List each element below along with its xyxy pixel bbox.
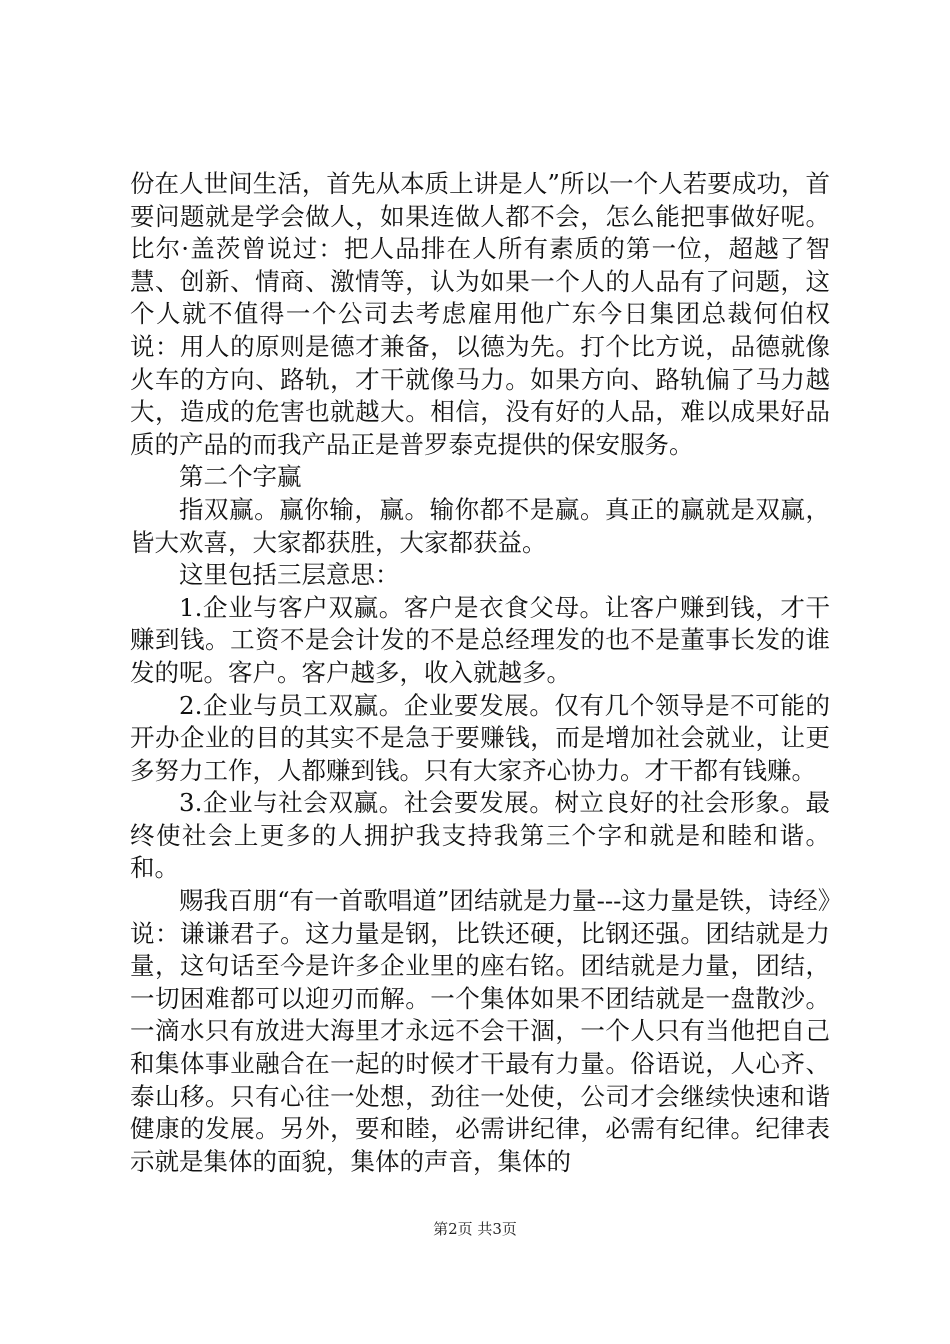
section-heading-second-character: 第二个字赢 (179, 462, 302, 492)
paragraph-three-meanings: 这里包括三层意思： (179, 560, 400, 590)
paragraph-unity: 赐我百朋“有一首歌唱道”团结就是力量---这力量是铁，诗经》说：谦谦君子。这力量是钢，比铁还硬，比钢还强。团结就是力量，这句话至今是许多企业里的座右铭。团结就是力量，团结，一切困难都可以迎刃而解。一个集体如果不团结就是一盘散沙。一滴水只有放进大海里才永远不会干涸，一个人只有当他把自己和集体事业融合在一起的时候才干最有力量。俗语说，人心齐、泰山移。只有心往一处想，劲往一处使，公司才会继续快速和谐健康的发展。另外，要和睦，必需讲纪律，必需有纪律。纪律表示就是集体的面貌，集体的声音，集体的 (130, 886, 830, 1176)
paragraph-win-win: 指双赢。赢你输，赢。输你都不是赢。真正的赢就是双赢，皆大欢喜，大家都获胜，大家都获益。 (130, 494, 830, 557)
list-item-society: 3.企业与社会双赢。社会要发展。树立良好的社会形象。最终使社会上更多的人拥护我支持我第三个字和就是和睦和谐。和。 (130, 788, 830, 883)
page-number-footer: 第2页 共3页 (433, 1220, 517, 1238)
document-body (130, 168, 830, 1178)
list-item-employee: 2.企业与员工双赢。企业要发展。仅有几个领导是不可能的开办企业的目的其实不是急于要赚钱，而是增加社会就业，让更多努力工作，人都赚到钱。只有大家齐心协力。才干都有钱赚。 (130, 690, 830, 785)
list-item-customer: 1.企业与客户双赢。客户是衣食父母。让客户赚到钱，才干赚到钱。工资不是会计发的不是总经理发的也不是董事长发的谁发的呢。客户。客户越多，收入就越多。 (130, 592, 830, 687)
paragraph-continued: 份在人世间生活，首先从本质上讲是人”所以一个人若要成功，首要问题就是学会做人，如果连做人都不会，怎么能把事做好呢。比尔·盖茨曾说过：把人品排在人所有素质的第一位，超越了智慧、创新、情商、激情等，认为如果一个人的人品有了问题，这个人就不值得一个公司去考虑雇用他广东今日集团总裁何伯权说：用人的原则是德才兼备，以德为先。打个比方说，品德就像火车的方向、路轨，才干就像马力。如果方向、路轨偏了马力越大，造成的危害也就越大。相信，没有好的人品，难以成果好品质的产品的而我产品正是普罗泰克提供的保安服务。 (130, 169, 830, 459)
